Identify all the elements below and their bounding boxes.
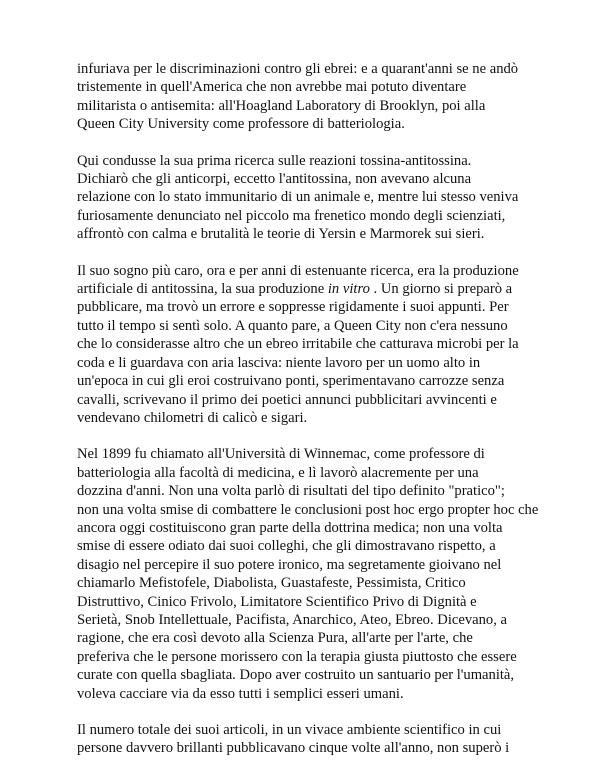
paragraph-2 (77, 152, 527, 244)
text-line: chiamarlo Mefistofele, Diabolista, Guastafeste, Pessimista, Critico (77, 575, 466, 592)
text-line: Nel 1899 fu chiamato all'Università di Winnemac, come professore di (77, 446, 485, 463)
text-line: tutto il tempo si sentì solo. A quanto pare, a Queen City non c'era nessuno (77, 317, 508, 334)
text-line: voleva cacciare via da esso tutti i semplici esseri umani. (77, 685, 404, 702)
text-line: ragione, che era così devoto alla Scienza Pura, all'arte per l'arte, che (77, 630, 473, 647)
text-line: smise di essere odiato dai suoi colleghi, che gli dimostravano rispetto, a (77, 538, 496, 555)
text-line: Serietà, Snob Intellettuale, Pacifista, Anarchico, Ateo, Ebreo. Dicevano, a (77, 611, 507, 628)
text-line: non una volta smise di combattere le conclusioni post hoc ergo propter hoc che (77, 501, 539, 518)
text-line: Il numero totale dei suoi articoli, in un vivace ambiente scientifico in cui (77, 722, 502, 738)
text-column (77, 60, 539, 776)
text-line: ancora oggi costituiscono gran parte della dottrina medica; non una volta (77, 519, 503, 536)
text-line: militarista o antisemita: all'Hoagland Laboratory di Brooklyn, poi alla (77, 97, 486, 114)
text-line: dozzina d'anni. Non una volta parlò di risultati del tipo definito "pratico"; (77, 483, 505, 500)
text-line: batteriologia alla facoltà di medicina, e lì lavorò alacremente per una (77, 464, 479, 481)
text-line: cavalli, scrivevano il primo dei poetici annunci pubblicitari avvincenti e (77, 391, 497, 408)
paragraph-5 (77, 721, 527, 758)
text-segment: artificiale di antitossina, la sua produzione (77, 281, 328, 298)
text-line: preferiva che le persone morissero con la terapia giusta piuttosto che essere (77, 648, 517, 665)
text-line: disagio nel percepire il suo potere ironico, ma segretamente gioivano nel (77, 556, 502, 573)
text-line: un'epoca in cui gli eroi costruivano ponti, sperimentavano carrozze senza (77, 373, 505, 390)
text-line: Qui condusse la sua prima ricerca sulle reazioni tossina-antitossina. (77, 152, 472, 169)
text-line: Il suo sogno più caro, ora e per anni di estenuante ricerca, era la produzione (77, 262, 519, 279)
text-line: affrontò con calma e brutalità le teorie di Yersin e Marmorek sui sieri. (77, 226, 485, 243)
paragraph-1 (77, 60, 527, 134)
text-line: che lo considerasse altro che un ebreo irritabile che catturava microbi per la (77, 336, 519, 353)
text-line: Distruttivo, Cinico Frivolo, Limitatore Scientifico Privo di Dignità e (77, 593, 477, 610)
text-segment: . Un giorno si preparò a (369, 281, 513, 298)
paragraph-3 (77, 262, 527, 428)
text-line: infuriava per le discriminazioni contro gli ebrei: e a quarant'anni se ne andò (77, 61, 519, 77)
text-line: relazione con lo stato immunitario di un animale e, mentre lui stesso veniva (77, 189, 519, 206)
text-line-with-italic (77, 280, 527, 298)
text-line: Queen City University come professore di batteriologia. (77, 116, 405, 133)
text-line: coda e li guardava con aria lasciva: niente lavoro per un uomo alto in (77, 354, 481, 371)
text-line: Dichiarò che gli anticorpi, eccetto l'antitossina, non avevano alcuna (77, 171, 472, 188)
paragraph-4 (77, 445, 539, 703)
text-line: pubblicare, ma trovò un errore e soppresse rigidamente i suoi appunti. Per (77, 299, 509, 316)
text-line: curate con quella sbagliata. Dopo aver costruito un santuario per l'umanità, (77, 667, 515, 684)
text-line: persone davvero brillanti pubblicavano cinque volte all'anno, non superò i (77, 740, 510, 757)
text-line: furiosamente denunciato nel piccolo ma frenetico mondo degli scienziati, (77, 207, 506, 224)
text-line: tristemente in quell'America che non avrebbe mai potuto diventare (77, 79, 467, 96)
text-line: vendevano chilometri di calicò e sigari. (77, 409, 308, 426)
italic-term: in vitro (327, 281, 370, 298)
